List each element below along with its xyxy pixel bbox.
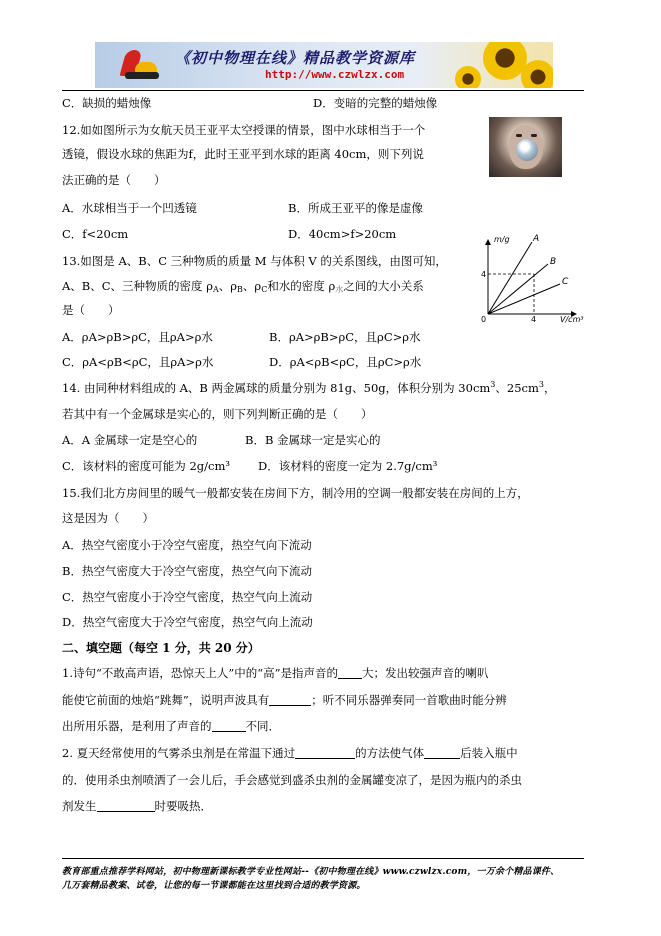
header-rule (62, 90, 584, 91)
q12-line-1: 12.如如图所示为女航天员王亚平太空授课的情景，图中水球相当于一个 (62, 123, 426, 137)
fill-text: 的方法使气体 (355, 746, 425, 760)
q13-text: 之间的大小关系 (343, 279, 424, 293)
q13-text: 、ρ (218, 279, 238, 293)
q14-line-1 (62, 380, 555, 396)
q15-option-b: B．热空气密度大于冷空气密度，热空气向下流动 (62, 564, 312, 578)
fill-2-line-3 (62, 798, 212, 814)
fill-text: 1.诗句“不敢高声语，恐惊天上人”中的“高”是指声音的 (62, 666, 338, 680)
q11-option-c: C．缺损的蜡烛像 (62, 96, 152, 110)
q14-option-b: B．B 金属球一定是实心的 (245, 433, 381, 447)
q15-option-d: D．热空气密度大于冷空气密度，热空气向上流动 (62, 615, 313, 629)
q13-option-a: A．ρA>ρB>ρC，且ρA>ρ水 (62, 330, 213, 344)
q12-option-d: D．40cm>f>20cm (288, 227, 397, 241)
line-b-label: B (550, 257, 557, 267)
q12-option-c: C．f<20cm (62, 227, 129, 241)
answer-blank[interactable] (212, 719, 246, 732)
header-banner (95, 42, 553, 88)
fill-text: ；听不同乐器弹奏同一首歌曲时能分辨 (311, 693, 507, 707)
subscript: A (212, 285, 219, 294)
answer-blank[interactable] (338, 666, 362, 679)
eye-shape (531, 134, 537, 137)
astronaut-water-ball-photo (489, 117, 562, 177)
q14-text: ， (543, 381, 556, 395)
graph-y-tick: 4 (481, 270, 487, 279)
q15-line-2: 这是因为（ ） (62, 511, 154, 525)
answer-blank[interactable] (269, 693, 311, 706)
q12-line-3: 法正确的是（ ） (62, 173, 166, 187)
q13-line-1: 13.如图是 A、B、C 三种物质的质量 M 与体积 V 的关系图线，由图可知， (62, 254, 447, 268)
q13-text: A、B、C、三种物质的密度 ρ (62, 279, 213, 293)
line-c-label: C (562, 277, 569, 287)
footer-rule (62, 858, 584, 859)
footer-line-2: 几万套精品教案、试卷，让您的每一节课都能在这里找到合适的教学资源。 (62, 881, 366, 891)
subscript: B (237, 285, 243, 294)
fill-text: 大；发出较强声音的喇叭 (362, 666, 489, 680)
q13-line-3: 是（ ） (62, 303, 120, 317)
answer-blank[interactable] (424, 746, 460, 759)
superscript: 3 (538, 380, 544, 389)
line-b (488, 264, 548, 314)
q14-option-a: A．A 金属球一定是空心的 (62, 433, 198, 447)
line-a (488, 242, 532, 314)
fill-text: 时要吸热． (154, 799, 212, 813)
answer-blank[interactable] (295, 746, 355, 759)
q15-option-c: C．热空气密度小于冷空气密度，热空气向上流动 (62, 590, 313, 604)
line-c (488, 284, 560, 314)
q14-option-c: C．该材料的密度可能为 2g/cm³ (62, 459, 230, 473)
graph-xlabel: V/cm³ (560, 315, 584, 324)
q14-text: 14. 由同种材料组成的 A、B 两金属球的质量分别为 81g、50g，体积分别为 30cm (62, 381, 491, 395)
q13-text: 、ρ (242, 279, 262, 293)
eye-shape (516, 134, 522, 137)
section-2-title: 二、填空题（每空 1 分，共 20 分） (62, 641, 260, 655)
fill-1-line-3 (62, 718, 280, 734)
fill-1-line-2 (62, 692, 507, 708)
fill-text: 后装入瓶中 (460, 746, 518, 760)
q13-option-b: B．ρA>ρB>ρC，且ρC>ρ水 (269, 330, 421, 344)
fill-2-line-2: 的．使用杀虫剂喷洒了一会儿后，手会感觉到盛杀虫剂的金属罐变凉了，是因为瓶内的杀虫 (62, 773, 522, 787)
answer-blank[interactable] (97, 799, 155, 812)
q13-text: 和水的密度 ρ (267, 279, 336, 293)
mass-volume-graph (478, 232, 588, 324)
q15-option-a: A．热空气密度小于冷空气密度，热空气向下流动 (62, 538, 312, 552)
superscript: 3 (490, 380, 496, 389)
q13-option-c: C．ρA<ρB<ρC，且ρA>ρ水 (62, 355, 214, 369)
sunflower-icon (521, 60, 553, 88)
subscript: C (261, 285, 268, 294)
q13-line-2 (62, 278, 424, 295)
q12-option-b: B．所成王亚平的像是虚像 (288, 201, 423, 215)
q11-option-d: D．变暗的完整的蜡烛像 (313, 96, 438, 110)
fill-text: 不同． (245, 719, 280, 733)
q13-option-d: D．ρA<ρB<ρC，且ρC>ρ水 (269, 355, 422, 369)
sunflower-icon (455, 66, 481, 88)
fill-text: 剂发生 (62, 799, 97, 813)
footer-line-1: 教育部重点推荐学科网站，初中物理新课标教学专业性网站--《初中物理在线》www.czwlzx.com，一万余个精品课件、 (62, 867, 560, 877)
graph-x-tick: 4 (531, 315, 537, 324)
fill-text: 2. 夏天经常使用的气雾杀虫剂是在常温下通过 (62, 746, 296, 760)
water-ball-shape (516, 139, 538, 161)
q12-line-2: 透镜，假设水球的焦距为f，此时王亚平到水球的距离 40cm，则下列说 (62, 147, 424, 161)
q14-option-d: D．该材料的密度一定为 2.7g/cm³ (258, 459, 438, 473)
line-a-label: A (533, 234, 540, 244)
header-title: 《初中物理在线》精品教学资源库 (175, 49, 416, 67)
graph-ylabel: m/g (494, 235, 510, 244)
fill-2-line-1 (62, 745, 518, 761)
q14-line-2: 若其中有一个金属球是实心的，则下列判断正确的是（ ） (62, 407, 373, 421)
q12-option-a: A．水球相当于一个凹透镜 (62, 201, 197, 215)
subscript: 水 (335, 285, 344, 294)
q14-text: 、25cm (495, 381, 539, 395)
fill-text: 出所用乐器，是利用了声音的 (62, 719, 212, 733)
graph-origin: 0 (481, 315, 487, 324)
fill-1-line-1 (62, 665, 489, 681)
header-url: http://www.czwlzx.com (265, 68, 405, 81)
logo-icon-base (125, 72, 159, 79)
q15-line-1: 15.我们北方房间里的暖气一般都安装在房间下方，制冷用的空调一般都安装在房间的上方， (62, 486, 529, 500)
fill-text: 能使它前面的烛焰“跳舞”，说明声波具有 (62, 693, 270, 707)
